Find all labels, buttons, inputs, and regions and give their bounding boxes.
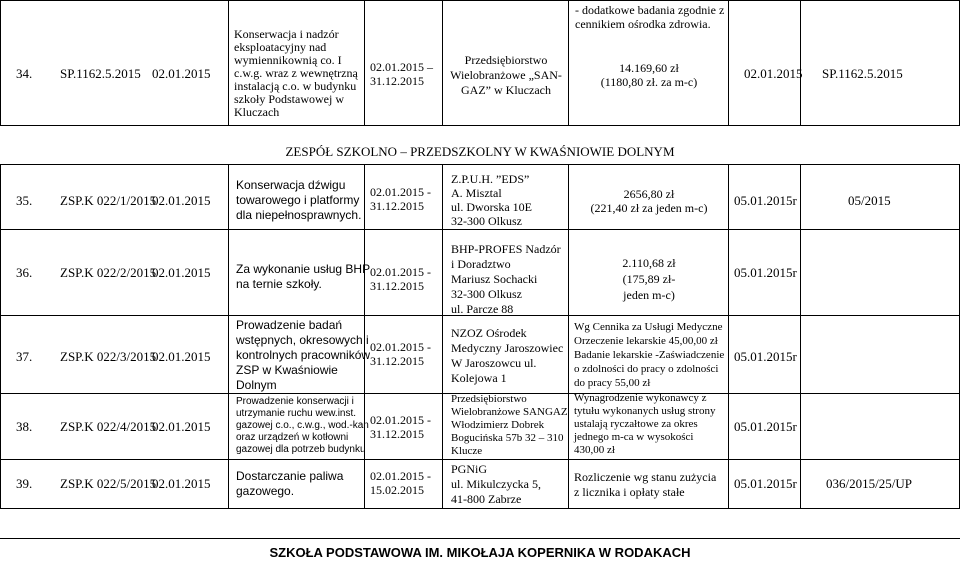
- row-number: 39.: [16, 476, 33, 491]
- row-divider: [0, 229, 960, 230]
- col-divider: [442, 164, 443, 508]
- col-divider: [800, 164, 801, 508]
- row-number: 37.: [16, 349, 33, 364]
- registration-date: 05.01.2015r: [734, 349, 797, 364]
- registration-number: 05/2015: [848, 193, 891, 208]
- registration-number: 036/2015/25/UP: [826, 476, 912, 491]
- registration-date: 05.01.2015r: [734, 419, 797, 434]
- contract-value: Wg Cennika za Usługi Medyczne Orzeczenie lekarskie 45,00,00 zł Badanie lekarskie -Zaświadczenie o zdolności do pracy o zdolności do pracy 55,00 zł: [574, 321, 725, 389]
- contractor: Przedsiębiorstwo Wielobranżowe SANGAZ Włodzimierz Dobrek Bogucińska 57b 32 – 310 Klucze: [451, 393, 568, 457]
- reference-number: ZSP.K 022/4/2015: [60, 419, 157, 434]
- col-divider: [228, 0, 229, 125]
- contract-subject: Dostarczanie paliwa gazowego.: [236, 469, 344, 498]
- row-number: 34.: [16, 66, 33, 81]
- reference-number: ZSP.K 022/3/2015: [60, 349, 157, 364]
- contractor: Przedsiębiorstwo Wielobranżowe „SAN- GAZ” w Kluczach: [450, 53, 562, 97]
- col-divider: [568, 0, 569, 125]
- contract-value: 14.169,60 zł (1180,80 zł. za m-c): [600, 61, 698, 89]
- row-number: 38.: [16, 419, 33, 434]
- contractor: BHP-PROFES Nadzór i Doradztwo Mariusz Sochacki 32-300 Olkusz ul. Parcze 88: [451, 242, 561, 316]
- contract-period: 02.01.2015 - 31.12.2015: [370, 185, 431, 213]
- contract-date: 02.01.2015: [152, 419, 211, 434]
- reference-number: ZSP.K 022/5/2015: [60, 476, 157, 491]
- contract-date: 02.01.2015: [152, 265, 211, 280]
- contract-value: 2656,80 zł (221,40 zł za jeden m-c): [590, 187, 708, 215]
- contract-period: 02.01.2015 - 31.12.2015: [370, 265, 431, 293]
- reference-number: ZSP.K 022/2/2015: [60, 265, 157, 280]
- contract-subject: Konserwacja dźwigu towarowego i platformy dla niepełnosprawnych.: [236, 178, 362, 222]
- contract-date: 02.01.2015: [152, 193, 211, 208]
- col-divider: [442, 0, 443, 125]
- contract-period: 02.01.2015 - 31.12.2015: [370, 413, 431, 441]
- col-divider: [568, 164, 569, 508]
- contract-value: Wynagrodzenie wykonawcy z tytułu wykonanych usług strony ustalają ryczałtowe za okres jednego m-ca w wysokości 430,00 zł: [574, 392, 716, 456]
- row-divider: [0, 508, 960, 509]
- contract-date: 02.01.2015: [152, 349, 211, 364]
- section-heading: SZKOŁA PODSTAWOWA IM. MIKOŁAJA KOPERNIKA W RODAKACH: [269, 545, 691, 560]
- contractor: Z.P.U.H. ”EDS” A. Misztal ul. Dworska 10E 32-300 Olkusz: [451, 172, 532, 228]
- col-divider: [800, 0, 801, 125]
- contractor: NZOZ Ośrodek Medyczny Jaroszowiec W Jaroszowcu ul. Kolejowa 1: [451, 326, 564, 385]
- contract-subject: Za wykonanie usług BHP na ternie szkoły.: [236, 262, 371, 291]
- registration-date: 05.01.2015r: [734, 193, 797, 208]
- row-number: 35.: [16, 193, 33, 208]
- registration-date: 05.01.2015r: [734, 265, 797, 280]
- value-note: - dodatkowe badania zgodnie z cennikiem ośrodka zdrowia.: [575, 3, 725, 31]
- row-divider: [0, 125, 960, 126]
- contract-date: 02.01.2015: [152, 476, 211, 491]
- contract-period: 02.01.2015 – 31.12.2015: [370, 60, 433, 88]
- row-divider: [0, 459, 960, 460]
- reference-number: ZSP.K 022/1/2015: [60, 193, 157, 208]
- contract-subject: Konserwacja i nadzór eksploatacyjny nad wymiennikownią co. I c.w.g. wraz z wewnętrzną instalacją c.o. w budynku szkoły Podstawowej w Kluczach: [234, 27, 358, 119]
- section-heading: ZESPÓŁ SZKOLNO – PRZEDSZKOLNY W KWAŚNIOWIE DOLNYM: [285, 144, 675, 159]
- col-divider: [728, 0, 729, 125]
- contract-date: 02.01.2015: [152, 66, 211, 81]
- row-divider: [0, 164, 960, 165]
- contract-subject: Prowadzenie konserwacji i utrzymanie ruchu wew.inst. gazowej c.o., c.w.g., wod.-kan oraz urządzeń w kotłowni gazowej dla potrzeb budynku: [236, 396, 369, 455]
- col-divider: [728, 164, 729, 508]
- registration-number: SP.1162.5.2015: [822, 66, 903, 81]
- row-number: 36.: [16, 265, 33, 280]
- registration-date: 02.01.2015: [744, 66, 803, 81]
- contract-subject: Prowadzenie badań wstępnych, okresowych i kontrolnych pracowników ZSP w Kwaśniowie Dolnym: [236, 318, 371, 392]
- registration-date: 05.01.2015r: [734, 476, 797, 491]
- contractor: PGNiG ul. Mikulczycka 5, 41-800 Zabrze: [451, 462, 541, 506]
- contract-period: 02.01.2015 - 15.02.2015: [370, 469, 431, 497]
- contract-period: 02.01.2015 - 31.12.2015: [370, 340, 431, 368]
- contract-value: Rozliczenie wg stanu zużycia z licznika i opłaty stałe: [574, 470, 717, 499]
- table-border-top: [0, 0, 960, 1]
- col-divider: [228, 164, 229, 508]
- col-divider: [0, 164, 1, 508]
- reference-number: SP.1162.5.2015: [60, 66, 141, 81]
- col-divider: [0, 0, 1, 125]
- row-divider: [0, 538, 960, 539]
- col-divider: [364, 0, 365, 125]
- contract-value: 2.110,68 zł (175,89 zł- jeden m-c): [622, 256, 676, 302]
